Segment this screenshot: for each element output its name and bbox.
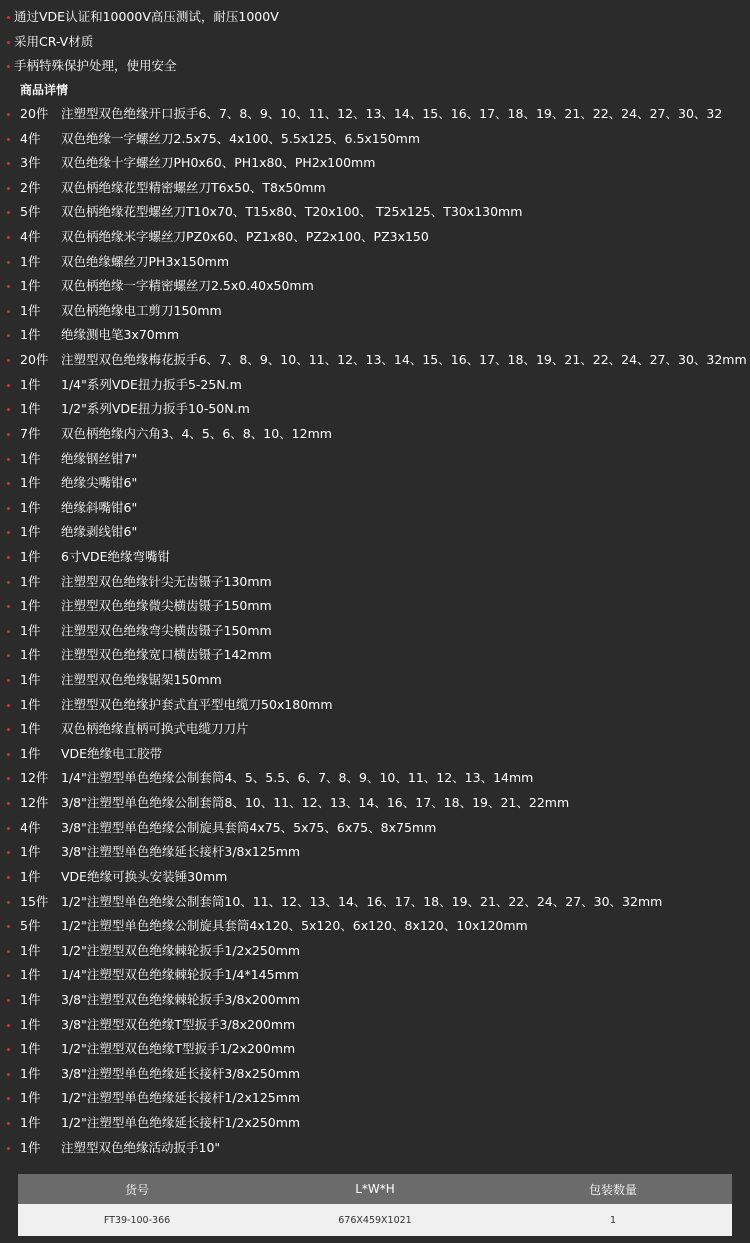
item-description: 绝缘钢丝钳7": [61, 450, 138, 466]
item-description: 双色绝缘一字螺丝刀2.5x75、4x100、5.5x125、6.5x150mm: [61, 130, 421, 146]
item-quantity: 1件: [20, 967, 41, 983]
list-item: [0, 348, 750, 373]
item-description: 注塑型双色绝缘微尖横齿镊子150mm: [61, 598, 272, 614]
list-item: [0, 545, 750, 570]
bullet-icon: [7, 704, 10, 707]
item-description: 双色绝缘螺丝刀PH3x150mm: [61, 253, 229, 269]
item-description: 1/4"注塑型单色绝缘公制套筒4、5、5.5、6、7、8、9、10、11、12、13、14mm: [61, 770, 534, 786]
item-quantity: 1件: [20, 868, 41, 884]
bullet-icon: [7, 679, 10, 682]
list-item: [0, 176, 750, 201]
list-item: [0, 422, 750, 447]
item-description: 双色柄绝缘一字精密螺丝刀2.5x0.40x50mm: [61, 278, 314, 294]
list-item: [0, 1037, 750, 1062]
bullet-icon: [7, 41, 10, 44]
list-item: [0, 1086, 750, 1111]
bullet-icon: [7, 138, 10, 141]
list-item: [0, 225, 750, 250]
item-quantity: 12件: [20, 795, 49, 811]
list-item: [0, 816, 750, 841]
item-quantity: 15件: [20, 893, 49, 909]
bullet-icon: [7, 261, 10, 264]
cell-pack-qty: 1: [494, 1204, 732, 1236]
list-item: [0, 643, 750, 668]
item-description: 1/2"注塑型单色绝缘延长接杆1/2x125mm: [61, 1090, 301, 1106]
item-description: 1/4"注塑型双色绝缘棘轮扳手1/4*145mm: [61, 967, 299, 983]
bullet-icon: [7, 630, 10, 633]
feature-item: [0, 54, 750, 79]
item-description: 3/8"注塑型单色绝缘公制套筒8、10、11、12、13、14、16、17、18、19、21、22mm: [61, 795, 570, 811]
feature-text: 采用CR-V材质: [14, 33, 94, 49]
bullet-icon: [7, 556, 10, 559]
feature-list: [0, 5, 750, 79]
item-description: 3/8"注塑型单色绝缘延长接杆3/8x250mm: [61, 1065, 301, 1081]
list-item: [0, 397, 750, 422]
list-item: [0, 693, 750, 718]
item-description: 注塑型双色绝缘针尖无齿镊子130mm: [61, 573, 272, 589]
item-quantity: 1件: [20, 1041, 41, 1057]
header-dimensions: L*W*H: [256, 1174, 494, 1204]
item-quantity: 1件: [20, 302, 41, 318]
item-quantity: 1件: [20, 1090, 41, 1106]
item-quantity: 20件: [20, 106, 49, 121]
list-item: [0, 373, 750, 398]
bullet-icon: [7, 802, 10, 805]
list-item: [0, 791, 750, 816]
bullet-icon: [7, 482, 10, 485]
bullet-icon: [7, 1097, 10, 1100]
bullet-icon: [7, 531, 10, 534]
item-quantity: 1件: [20, 647, 41, 663]
item-description: 注塑型双色绝缘护套式直平型电缆刀50x180mm: [61, 696, 333, 712]
item-quantity: 5件: [20, 204, 41, 220]
bullet-icon: [7, 851, 10, 854]
item-quantity: 1件: [20, 991, 41, 1007]
bullet-icon: [7, 827, 10, 830]
item-description: 3/8"注塑型单色绝缘延长接杆3/8x125mm: [61, 844, 301, 860]
list-item: [0, 766, 750, 791]
item-quantity: 1件: [20, 1016, 41, 1032]
list-item: [0, 988, 750, 1013]
item-list: [0, 102, 750, 1160]
item-description: 双色柄绝缘直柄可换式电缆刀刀片: [61, 721, 249, 737]
bullet-icon: [7, 1147, 10, 1150]
feature-item: [0, 30, 750, 55]
item-description: 3/8"注塑型双色绝缘T型扳手3/8x200mm: [61, 1016, 296, 1032]
item-description: 注塑型双色绝缘开口扳手6、7、8、9、10、11、12、13、14、15、16、17、18、19、21、22、24、27、30、32: [61, 106, 723, 121]
bullet-icon: [7, 334, 10, 337]
item-description: 双色绝缘十字螺丝刀PH0x60、PH1x80、PH2x100mm: [61, 155, 376, 171]
list-item: [0, 250, 750, 275]
bullet-icon: [7, 950, 10, 953]
item-description: 绝缘斜嘴钳6": [61, 499, 138, 515]
item-quantity: 1件: [20, 327, 41, 343]
item-description: 双色柄绝缘内六角3、4、5、6、8、10、12mm: [61, 425, 332, 441]
item-description: 3/8"注塑型单色绝缘公制旋具套筒4x75、5x75、6x75、8x75mm: [61, 819, 437, 835]
list-item: [0, 1013, 750, 1038]
item-description: 1/2"系列VDE扭力扳手10-50N.m: [61, 401, 250, 417]
item-description: 注塑型双色绝缘弯尖横齿镊子150mm: [61, 622, 272, 638]
item-quantity: 2件: [20, 179, 41, 195]
bullet-icon: [7, 1048, 10, 1051]
bullet-icon: [7, 458, 10, 461]
item-description: 双色柄绝缘米字螺丝刀PZ0x60、PZ1x80、PZ2x100、PZ3x150: [61, 229, 429, 245]
bullet-icon: [7, 753, 10, 756]
item-quantity: 1件: [20, 376, 41, 392]
item-description: 绝缘剥线钳6": [61, 524, 138, 540]
details-title: 商品详情: [20, 83, 69, 97]
bullet-icon: [7, 236, 10, 239]
item-description: 1/2"注塑型单色绝缘公制旋具套筒4x120、5x120、6x120、8x120、10x120mm: [61, 918, 528, 934]
item-description: 注塑型双色绝缘锯架150mm: [61, 672, 222, 688]
list-item: [0, 1111, 750, 1136]
header-sku: 货号: [18, 1174, 256, 1204]
bullet-icon: [7, 359, 10, 362]
item-quantity: 1件: [20, 696, 41, 712]
bullet-icon: [7, 605, 10, 608]
item-description: VDE绝缘电工胶带: [61, 745, 163, 761]
list-item: [0, 717, 750, 742]
feature-text: 通过VDE认证和10000V高压测试，耐压1000V: [14, 9, 279, 24]
bullet-icon: [7, 581, 10, 584]
item-description: 6寸VDE绝缘弯嘴钳: [61, 548, 171, 564]
item-quantity: 4件: [20, 819, 41, 835]
cell-sku: FT39-100-366: [18, 1204, 256, 1236]
bullet-icon: [7, 507, 10, 510]
list-item: [0, 668, 750, 693]
item-description: 绝缘尖嘴钳6": [61, 475, 138, 491]
list-item: [0, 447, 750, 472]
spec-table: [18, 1174, 732, 1236]
item-quantity: 20件: [20, 352, 49, 368]
item-quantity: 1件: [20, 573, 41, 589]
bullet-icon: [7, 113, 10, 116]
bullet-icon: [7, 187, 10, 190]
item-quantity: 1件: [20, 524, 41, 540]
bullet-icon: [7, 384, 10, 387]
list-item: [0, 127, 750, 152]
list-item: [0, 865, 750, 890]
bullet-icon: [7, 925, 10, 928]
bullet-icon: [7, 999, 10, 1002]
list-item: [0, 594, 750, 619]
list-item: [0, 742, 750, 767]
bullet-icon: [7, 777, 10, 780]
bullet-icon: [7, 1024, 10, 1027]
item-quantity: 1件: [20, 475, 41, 491]
list-item: [0, 570, 750, 595]
bullet-icon: [7, 876, 10, 879]
item-quantity: 4件: [20, 229, 41, 245]
list-item: [0, 840, 750, 865]
item-quantity: 1件: [20, 278, 41, 294]
list-item: [0, 299, 750, 324]
item-quantity: 1件: [20, 598, 41, 614]
item-quantity: 1件: [20, 450, 41, 466]
item-description: 双色柄绝缘花型螺丝刀T10x70、T15x80、T20x100、 T25x125、T30x130mm: [61, 204, 523, 220]
item-quantity: 1件: [20, 499, 41, 515]
list-item: [0, 914, 750, 939]
item-quantity: 7件: [20, 425, 41, 441]
bullet-icon: [7, 16, 10, 19]
item-quantity: 4件: [20, 130, 41, 146]
item-description: 1/2"注塑型双色绝缘棘轮扳手1/2x250mm: [61, 942, 301, 958]
item-description: 注塑型双色绝缘梅花扳手6、7、8、9、10、11、12、13、14、15、16、17、18、19、21、22、24、27、30、32mm: [61, 352, 747, 368]
bullet-icon: [7, 285, 10, 288]
item-quantity: 1件: [20, 253, 41, 269]
list-item: [0, 890, 750, 915]
header-pack-qty: 包装数量: [494, 1174, 732, 1204]
item-description: 注塑型双色绝缘活动扳手10": [61, 1139, 221, 1155]
item-quantity: 1件: [20, 1065, 41, 1081]
bullet-icon: [7, 1122, 10, 1125]
bullet-icon: [7, 162, 10, 165]
table-header-row: [18, 1174, 732, 1204]
bullet-icon: [7, 65, 10, 68]
list-item: [0, 619, 750, 644]
item-description: 1/4"系列VDE扭力扳手5-25N.m: [61, 376, 242, 392]
item-description: 注塑型双色绝缘宽口横齿镊子142mm: [61, 647, 272, 663]
list-item: [0, 496, 750, 521]
item-description: 绝缘测电笔3x70mm: [61, 327, 180, 343]
bullet-icon: [7, 310, 10, 313]
item-description: 3/8"注塑型双色绝缘棘轮扳手3/8x200mm: [61, 991, 301, 1007]
item-quantity: 5件: [20, 918, 41, 934]
item-quantity: 1件: [20, 1114, 41, 1130]
item-quantity: 12件: [20, 770, 49, 786]
item-quantity: 1件: [20, 745, 41, 761]
bullet-icon: [7, 654, 10, 657]
table-row: [18, 1204, 732, 1236]
bullet-icon: [7, 1073, 10, 1076]
item-description: 双色柄绝缘花型精密螺丝刀T6x50、T8x50mm: [61, 179, 326, 195]
item-description: 1/2"注塑型单色绝缘延长接杆1/2x250mm: [61, 1114, 301, 1130]
bullet-icon: [7, 728, 10, 731]
item-quantity: 1件: [20, 401, 41, 417]
item-description: 双色柄绝缘电工剪刀150mm: [61, 302, 222, 318]
list-item: [0, 963, 750, 988]
list-item: [0, 1062, 750, 1087]
feature-item: [0, 5, 750, 30]
feature-text: 手柄特殊保护处理，使用安全: [14, 58, 177, 73]
bullet-icon: [7, 433, 10, 436]
item-quantity: 1件: [20, 672, 41, 688]
item-quantity: 1件: [20, 1139, 41, 1155]
list-item: [0, 471, 750, 496]
item-quantity: 1件: [20, 942, 41, 958]
list-item: [0, 102, 750, 127]
bullet-icon: [7, 211, 10, 214]
bullet-icon: [7, 901, 10, 904]
item-description: 1/2"注塑型单色绝缘公制套筒10、11、12、13、14、16、17、18、19、21、22、24、27、30、32mm: [61, 893, 663, 909]
item-quantity: 3件: [20, 155, 41, 171]
bullet-icon: [7, 974, 10, 977]
list-item: [0, 323, 750, 348]
item-quantity: 1件: [20, 622, 41, 638]
item-quantity: 1件: [20, 548, 41, 564]
item-quantity: 1件: [20, 844, 41, 860]
item-description: VDE绝缘可换头安装锤30mm: [61, 868, 228, 884]
item-description: 1/2"注塑型双色绝缘T型扳手1/2x200mm: [61, 1041, 296, 1057]
list-item: [0, 200, 750, 225]
cell-dimensions: 676X459X1021: [256, 1204, 494, 1236]
list-item: [0, 939, 750, 964]
list-item: [0, 274, 750, 299]
list-item: [0, 151, 750, 176]
bullet-icon: [7, 408, 10, 411]
item-quantity: 1件: [20, 721, 41, 737]
list-item: [0, 520, 750, 545]
list-item: [0, 1136, 750, 1161]
